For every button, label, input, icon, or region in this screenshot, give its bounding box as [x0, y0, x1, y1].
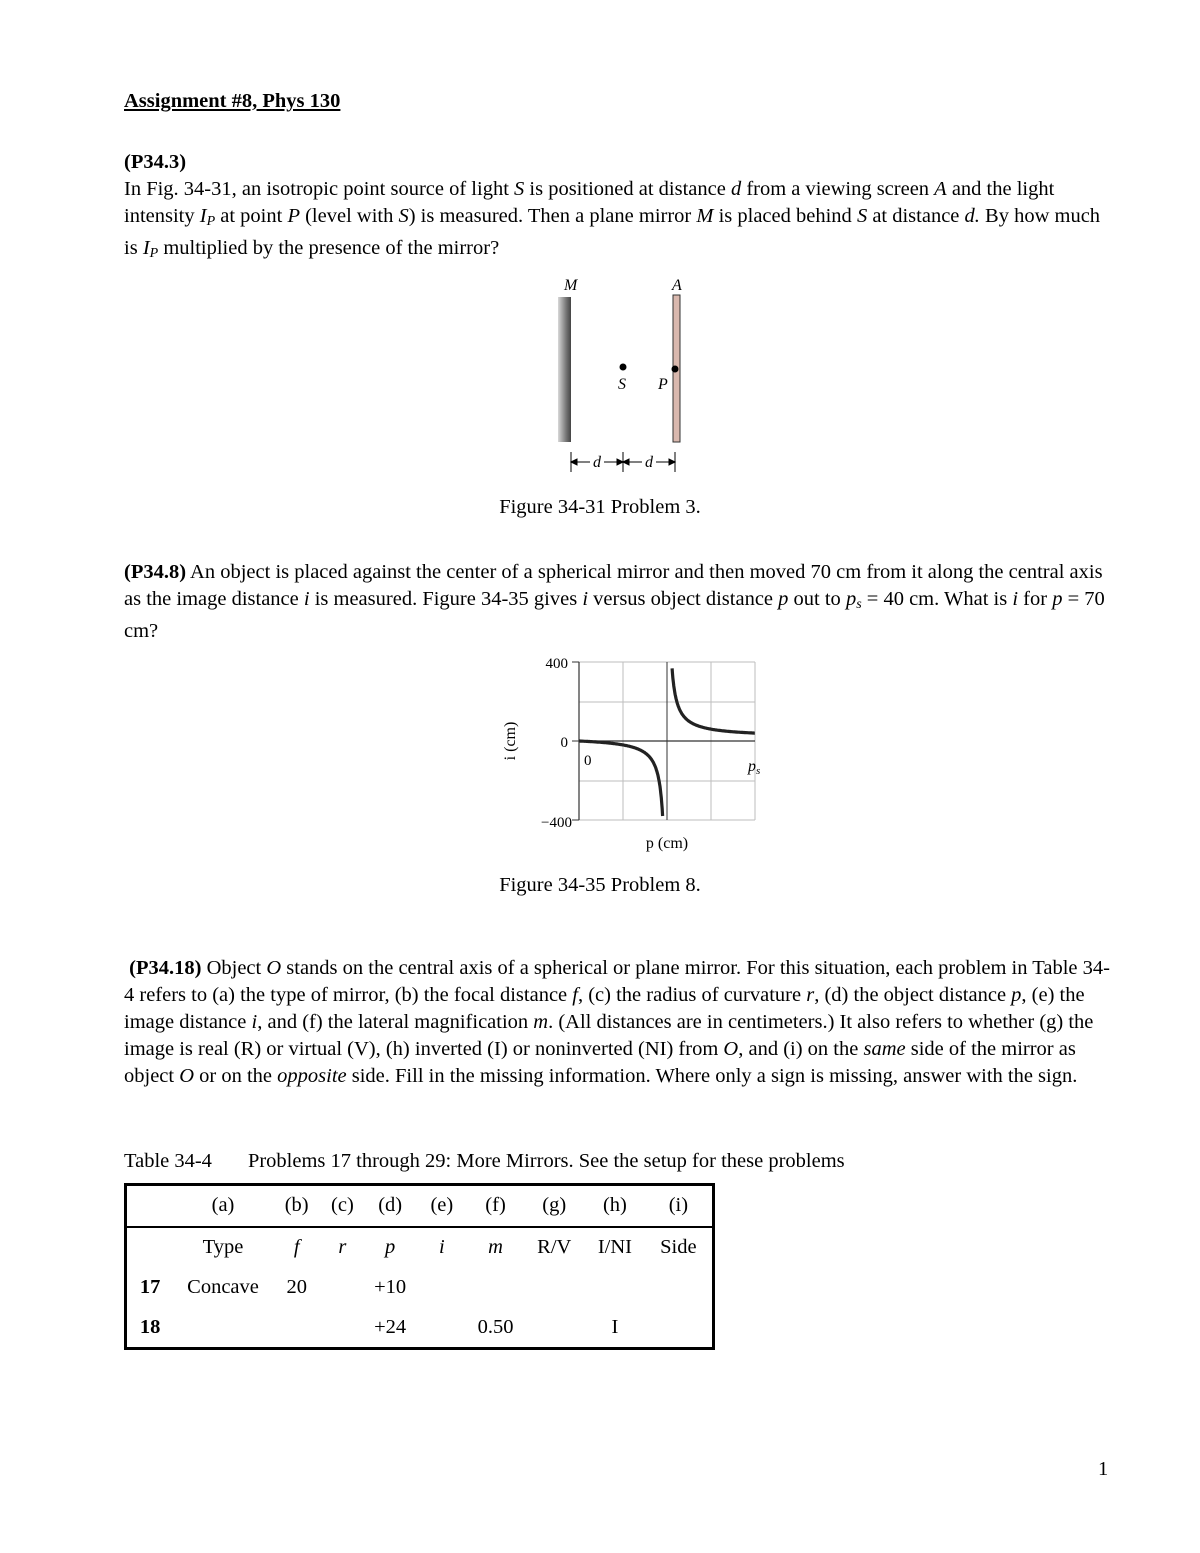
label-d-right: d [645, 454, 653, 471]
curve-branch-right [672, 668, 755, 733]
problem-label: (P34.18) [129, 957, 202, 979]
problem-34-3 [124, 149, 1114, 267]
label-d-left: d [593, 454, 601, 471]
label-m: M [564, 277, 578, 294]
table-caption: Table 34-4 Problems 17 through 29: More Mirrors. See the setup for these problems [124, 1150, 845, 1172]
figure-caption-34-35: Figure 34-35 Problem 8. [499, 874, 701, 896]
ytick-label-zero: 0 [560, 735, 568, 751]
label-p: P [658, 376, 668, 393]
y-axis-label: i (cm) [502, 721, 519, 761]
ytick-label-top: 400 [545, 656, 568, 672]
problem-label: (P34.8) [124, 561, 187, 583]
label-a: A [672, 277, 682, 294]
x-axis-label: p (cm) [645, 835, 689, 852]
plane-mirror [558, 297, 571, 442]
point-source-s [620, 364, 627, 371]
point-p [672, 366, 679, 373]
table-header-row: Type f r p i m R/V I/NI Side [202, 1236, 697, 1259]
page-title: Assignment #8, Phys 130 [124, 90, 341, 112]
image-distance-chart [490, 648, 780, 860]
ytick-label-bottom: −400 [541, 815, 572, 831]
figure-caption-34-31: Figure 34-31 Problem 3. [499, 496, 701, 518]
problem-34-8: (P34.8) An object is placed against the center of a spherical mirror and then moved 70 cm from it along the central axis as the image distance i is measured. Figure 34-35 gives i versus object distance p out to $p_s = 40$ cm. What is i for p = 70 cm? [124, 561, 1105, 642]
table-letter-row: (a) (b) (c) (d) (e) (f) (g) (h) (i) [126, 1185, 714, 1227]
label-s: S [618, 376, 626, 393]
page-number: 1 [1098, 1458, 1109, 1480]
problem-label: (P34.3) [124, 151, 187, 173]
mirror-table [124, 1183, 715, 1350]
problem-text: In Fig. 34-31, an isotropic point source of light S is positioned at distance d from a viewing screen A and the light intensity $I_P$ at point P (level with S) is measured. Then a plane mirror M is placed behind S at distance d. By how much is $I_P$ multiplied by the presence of the mirror? [124, 178, 1101, 261]
xtick-label-origin: 0 [584, 753, 592, 769]
curve-branch-left [579, 741, 663, 816]
problem-34-18: (P34.18) Object O stands on the central axis of a spherical or plane mirror. For this situation, each problem in Table 34-4 refers to (a) the type of mirror, (b) the focal distance f, (c) the radius of curvature r, (d) the object distance p, (e) the image distance i, and (f) the lateral magnification m. (All distances are in centimeters.) It also refers to whether (g) the image is real (R) or virtual (V), (h) inverted (I) or noninverted (NI) from O, and (i) on the same side of the mirror as object O or on the opposite side. Fill in the missing information. Where only a sign is missing, answer with the sign. [124, 957, 1110, 1087]
table-row: 18 +24 0.50 I [139, 1315, 619, 1338]
table-row: 17 Concave 20 +10 [139, 1275, 407, 1298]
mirror-screen-figure [540, 272, 700, 482]
xtick-label-ps: ps [748, 758, 761, 777]
distance-arrows [571, 452, 675, 472]
